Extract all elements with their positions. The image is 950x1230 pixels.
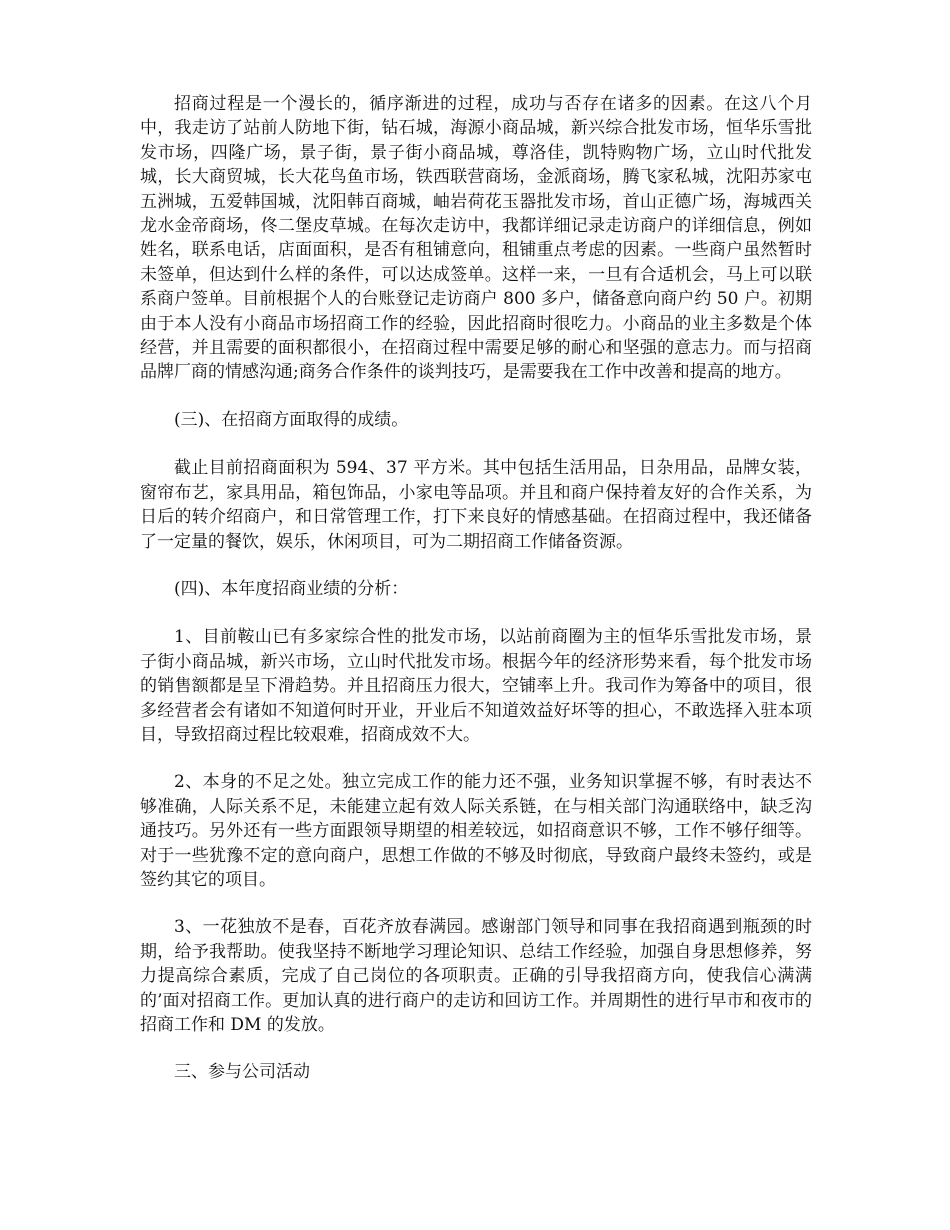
paragraph-recruitment-process: 招商过程是一个漫长的，循序渐进的过程，成功与否存在诸多的因素。在这八个月中，我走访了站前人防地下街，钻石城，海源小商品城，新兴综合批发市场，恒华乐雪批发市场，四隆广场，景子街，景子街小商品城，尊洛佳，凯特购物广场，立山时代批发城，长大商贸城，长大花鸟鱼市场，铁西联营商场，金派商场，腾飞家私城，沈阳苏家屯五洲城，五爱韩国城，沈阳韩百商城，岫岩荷花玉器批发市场，首山正德广场，海城西关龙水金帝商场，佟二堡皮草城。在每次走访中，我都详细记录走访商户的详细信息，例如姓名，联系电话，店面面积，是否有租铺意向，租铺重点考虑的因素。一些商户虽然暂时未签单，但达到什么样的条件，可以达成签单。这样一来，一旦有合适机会，马上可以联系商户签单。目前根据个人的台账登记走访商户 800 多户，储备意向商户约 50 户。初期由于本人没有小商品市场招商工作的经验，因此招商时很吃力。小商品的业主多数是个体经营，并且需要的面积都很小，在招商过程中需要足够的耐心和坚强的意志力。而与招商品牌厂商的情感沟通;商务合作条件的谈判技巧，是需要我在工作中改善和提高的地方。 <box>140 94 812 383</box>
section-heading-analysis: (四)、本年度招商业绩的分析： <box>174 578 409 599</box>
section-heading-company-activities: 三、参与公司活动 <box>174 1062 310 1083</box>
paragraph-analysis-3: 3、一花独放不是春，百花齐放春满园。感谢部门领导和同事在我招商遇到瓶颈的时期，给予我帮助。使我坚持不断地学习理论知识、总结工作经验，加强自身思想修养，努力提高综合素质，完成了自己岗位的各项职责。正确的引导我招商方向，使我信心满满的’面对招商工作。更加认真的进行商户的走访和回访工作。并周期性的进行早市和夜市的招商工作和 DM 的发放。 <box>140 917 812 1035</box>
section-heading-achievements: (三)、在招商方面取得的成绩。 <box>174 409 409 430</box>
paragraph-achievements: 截止目前招商面积为 594、37 平方米。其中包括生活用品，日杂用品，品牌女装，窗帘布艺，家具用品，箱包饰品，小家电等品项。并且和商户保持着友好的合作关系，为日后的转介绍商户，和日常管理工作，打下来良好的情感基础。在招商过程中，我还储备了一定量的餐饮，娱乐，休闲项目，可为二期招商工作储备资源。 <box>140 458 812 552</box>
paragraph-analysis-1: 1、目前鞍山已有多家综合性的批发市场，以站前商圈为主的恒华乐雪批发市场，景子街小商品城，新兴市场，立山时代批发市场。根据今年的经济形势来看，每个批发市场的销售额都是呈下滑趋势。并且招商压力很大，空铺率上升。我司作为筹备中的项目，很多经营者会有诸如不知道何时开业，开业后不知道效益好坏等的担心，不敢选择入驻本项目，导致招商过程比较艰难，招商成效不大。 <box>140 627 812 745</box>
document-page <box>140 92 812 1109</box>
paragraph-analysis-2: 2、本身的不足之处。独立完成工作的能力还不强，业务知识掌握不够，有时表达不够准确，人际关系不足，未能建立起有效人际关系链，在与相关部门沟通联络中，缺乏沟通技巧。另外还有一些方面跟领导期望的相差较远，如招商意识不够，工作不够仔细等。对于一些犹豫不定的意向商户，思想工作做的不够及时彻底，导致商户最终未签约，或是签约其它的项目。 <box>140 772 812 890</box>
